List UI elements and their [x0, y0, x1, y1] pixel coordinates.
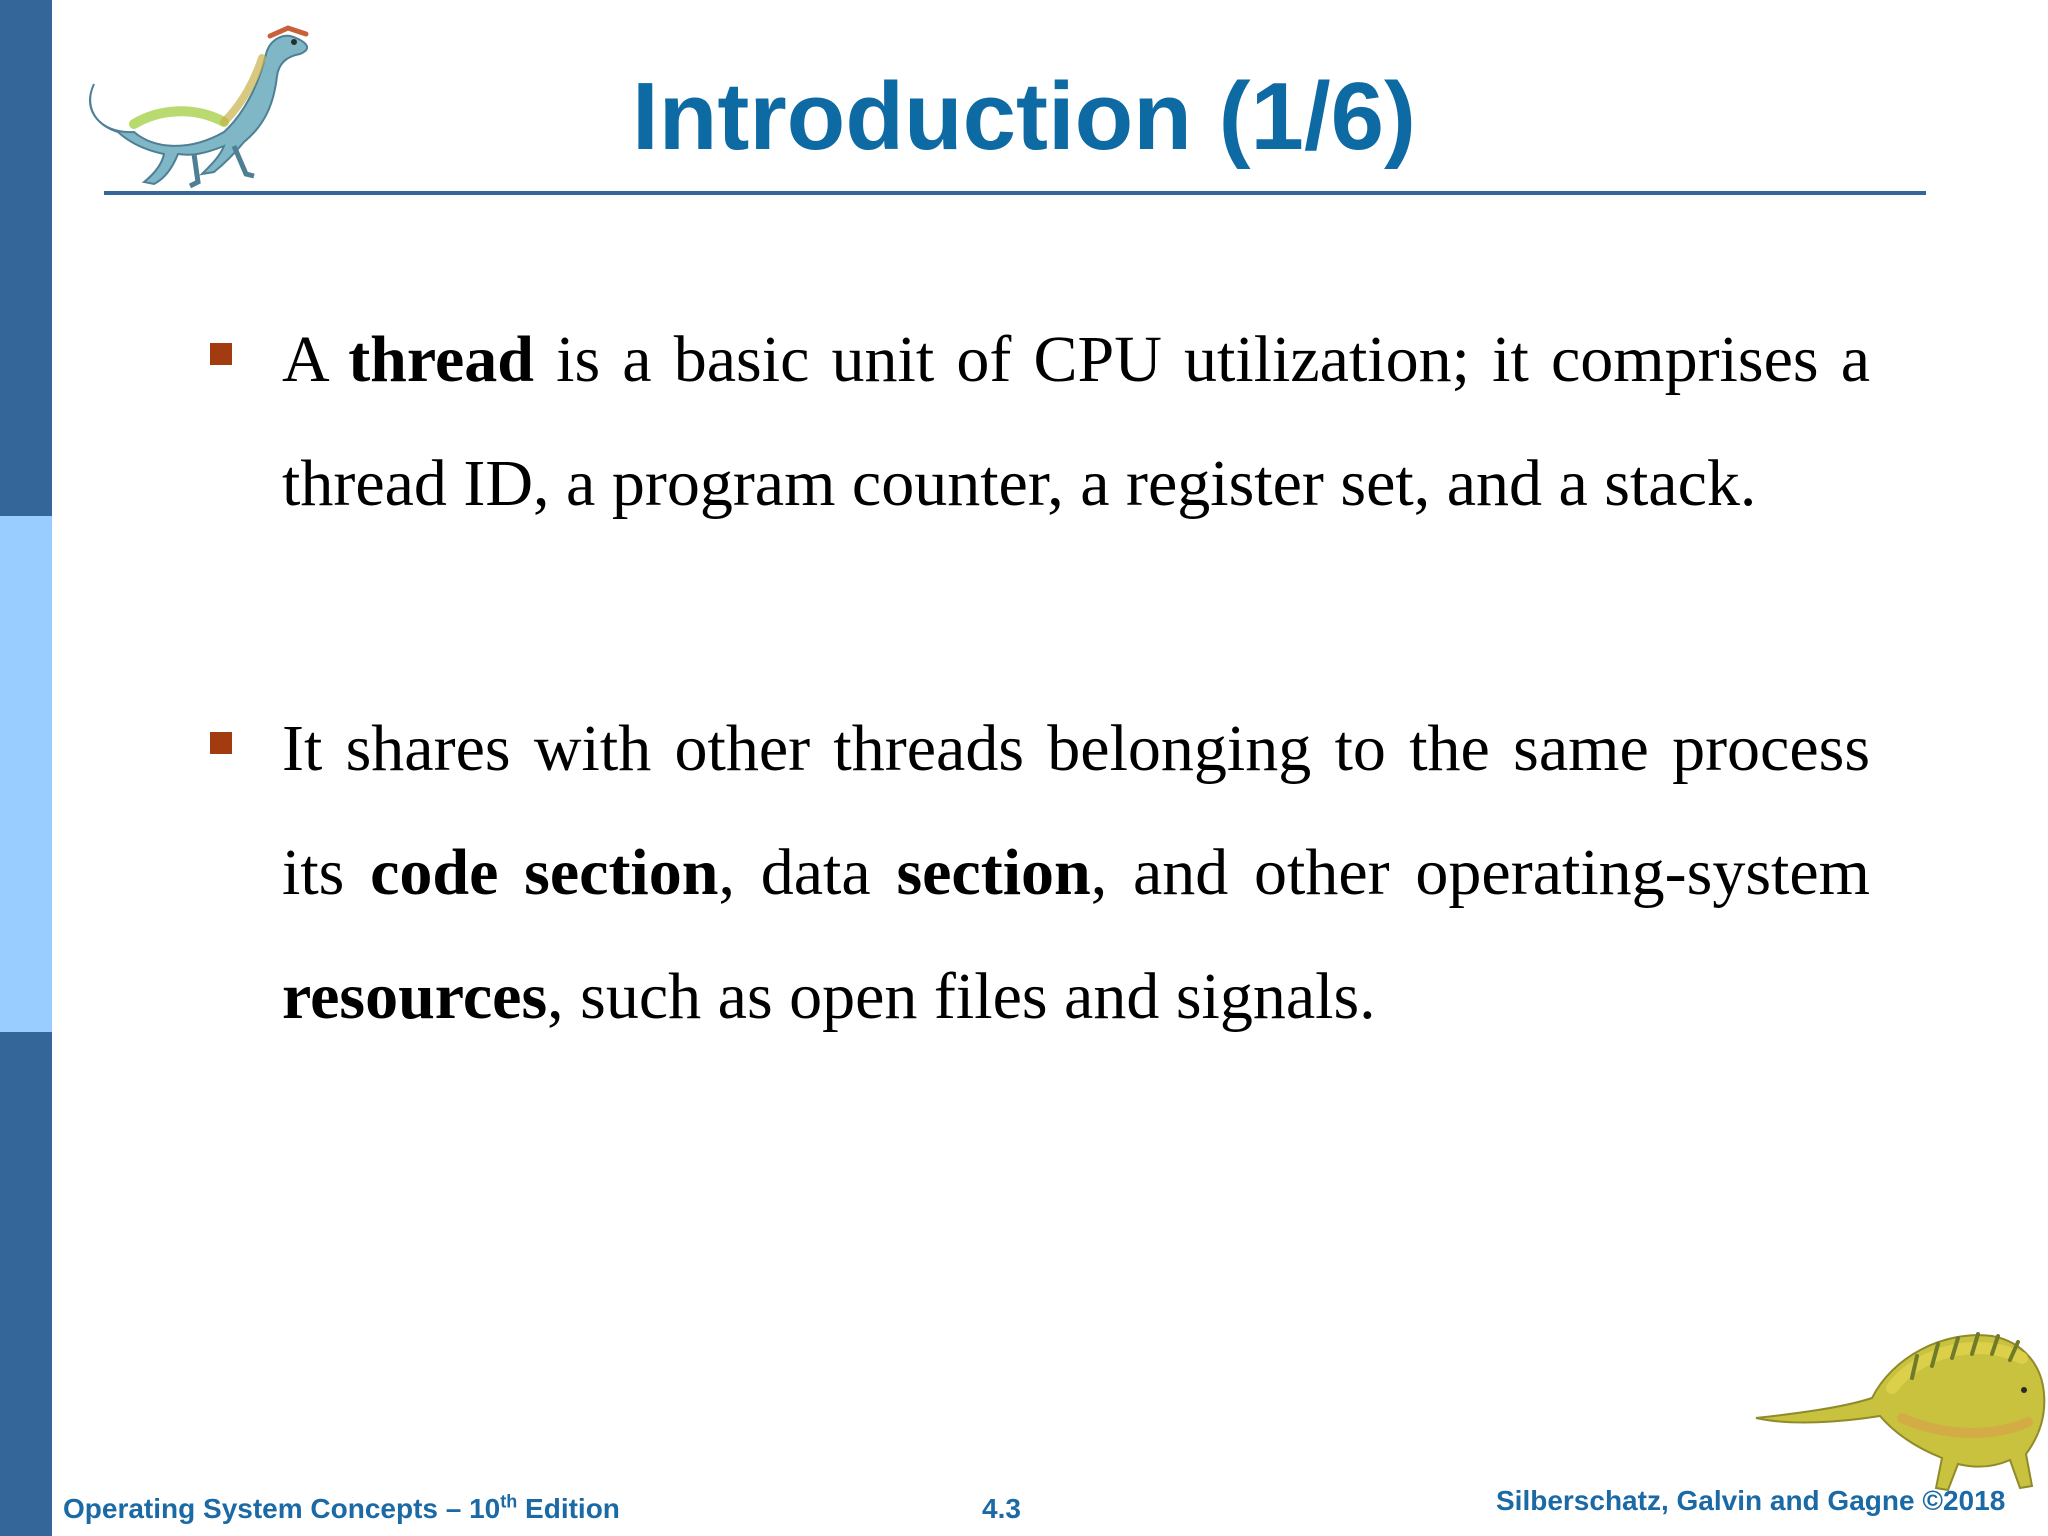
sidebar-band-middle: [0, 516, 52, 1032]
footer-page-number: 4.3: [982, 1493, 1021, 1524]
bullet-marker: [210, 343, 232, 365]
bullet-2-text: , and other operating-system: [1090, 836, 1870, 909]
bullet-1-text: is a basic unit of CPU utilization; it comprises a thread ID, a program counter, a register set, and a stack.: [282, 323, 1870, 520]
bullet-2-text: , data: [718, 836, 897, 909]
bullet-2: [282, 687, 1870, 1059]
footer-edition-text: Edition: [517, 1493, 620, 1524]
dinosaur-bottom-icon: [1752, 1318, 2048, 1498]
bullet-marker: [210, 732, 232, 754]
bullet-2-text: It shares with other threads belonging to the same process its: [282, 712, 1870, 909]
left-sidebar-band: [0, 0, 52, 1536]
bullet-2-text: , such as open files and signals.: [547, 960, 1376, 1033]
footer-edition-superscript: th: [500, 1491, 518, 1512]
bullet-2-term-section: section: [896, 836, 1091, 909]
sidebar-band-bottom: [0, 1032, 52, 1536]
footer-book-title: [63, 1492, 620, 1526]
bullet-2-term-code-section: code section: [370, 836, 719, 909]
bullet-2-term-resources: resources: [282, 960, 548, 1033]
bullet-1-text: A: [282, 323, 349, 396]
footer-book-title-text: Operating System Concepts – 10: [63, 1493, 501, 1524]
footer-authors: Silberschatz, Galvin and Gagne ©2018: [1496, 1485, 2006, 1516]
bullet-1: [282, 298, 1870, 546]
title-divider: [104, 191, 1926, 195]
bullet-1-term-thread: thread: [348, 323, 534, 396]
slide-title: Introduction (1/6): [632, 63, 1416, 170]
